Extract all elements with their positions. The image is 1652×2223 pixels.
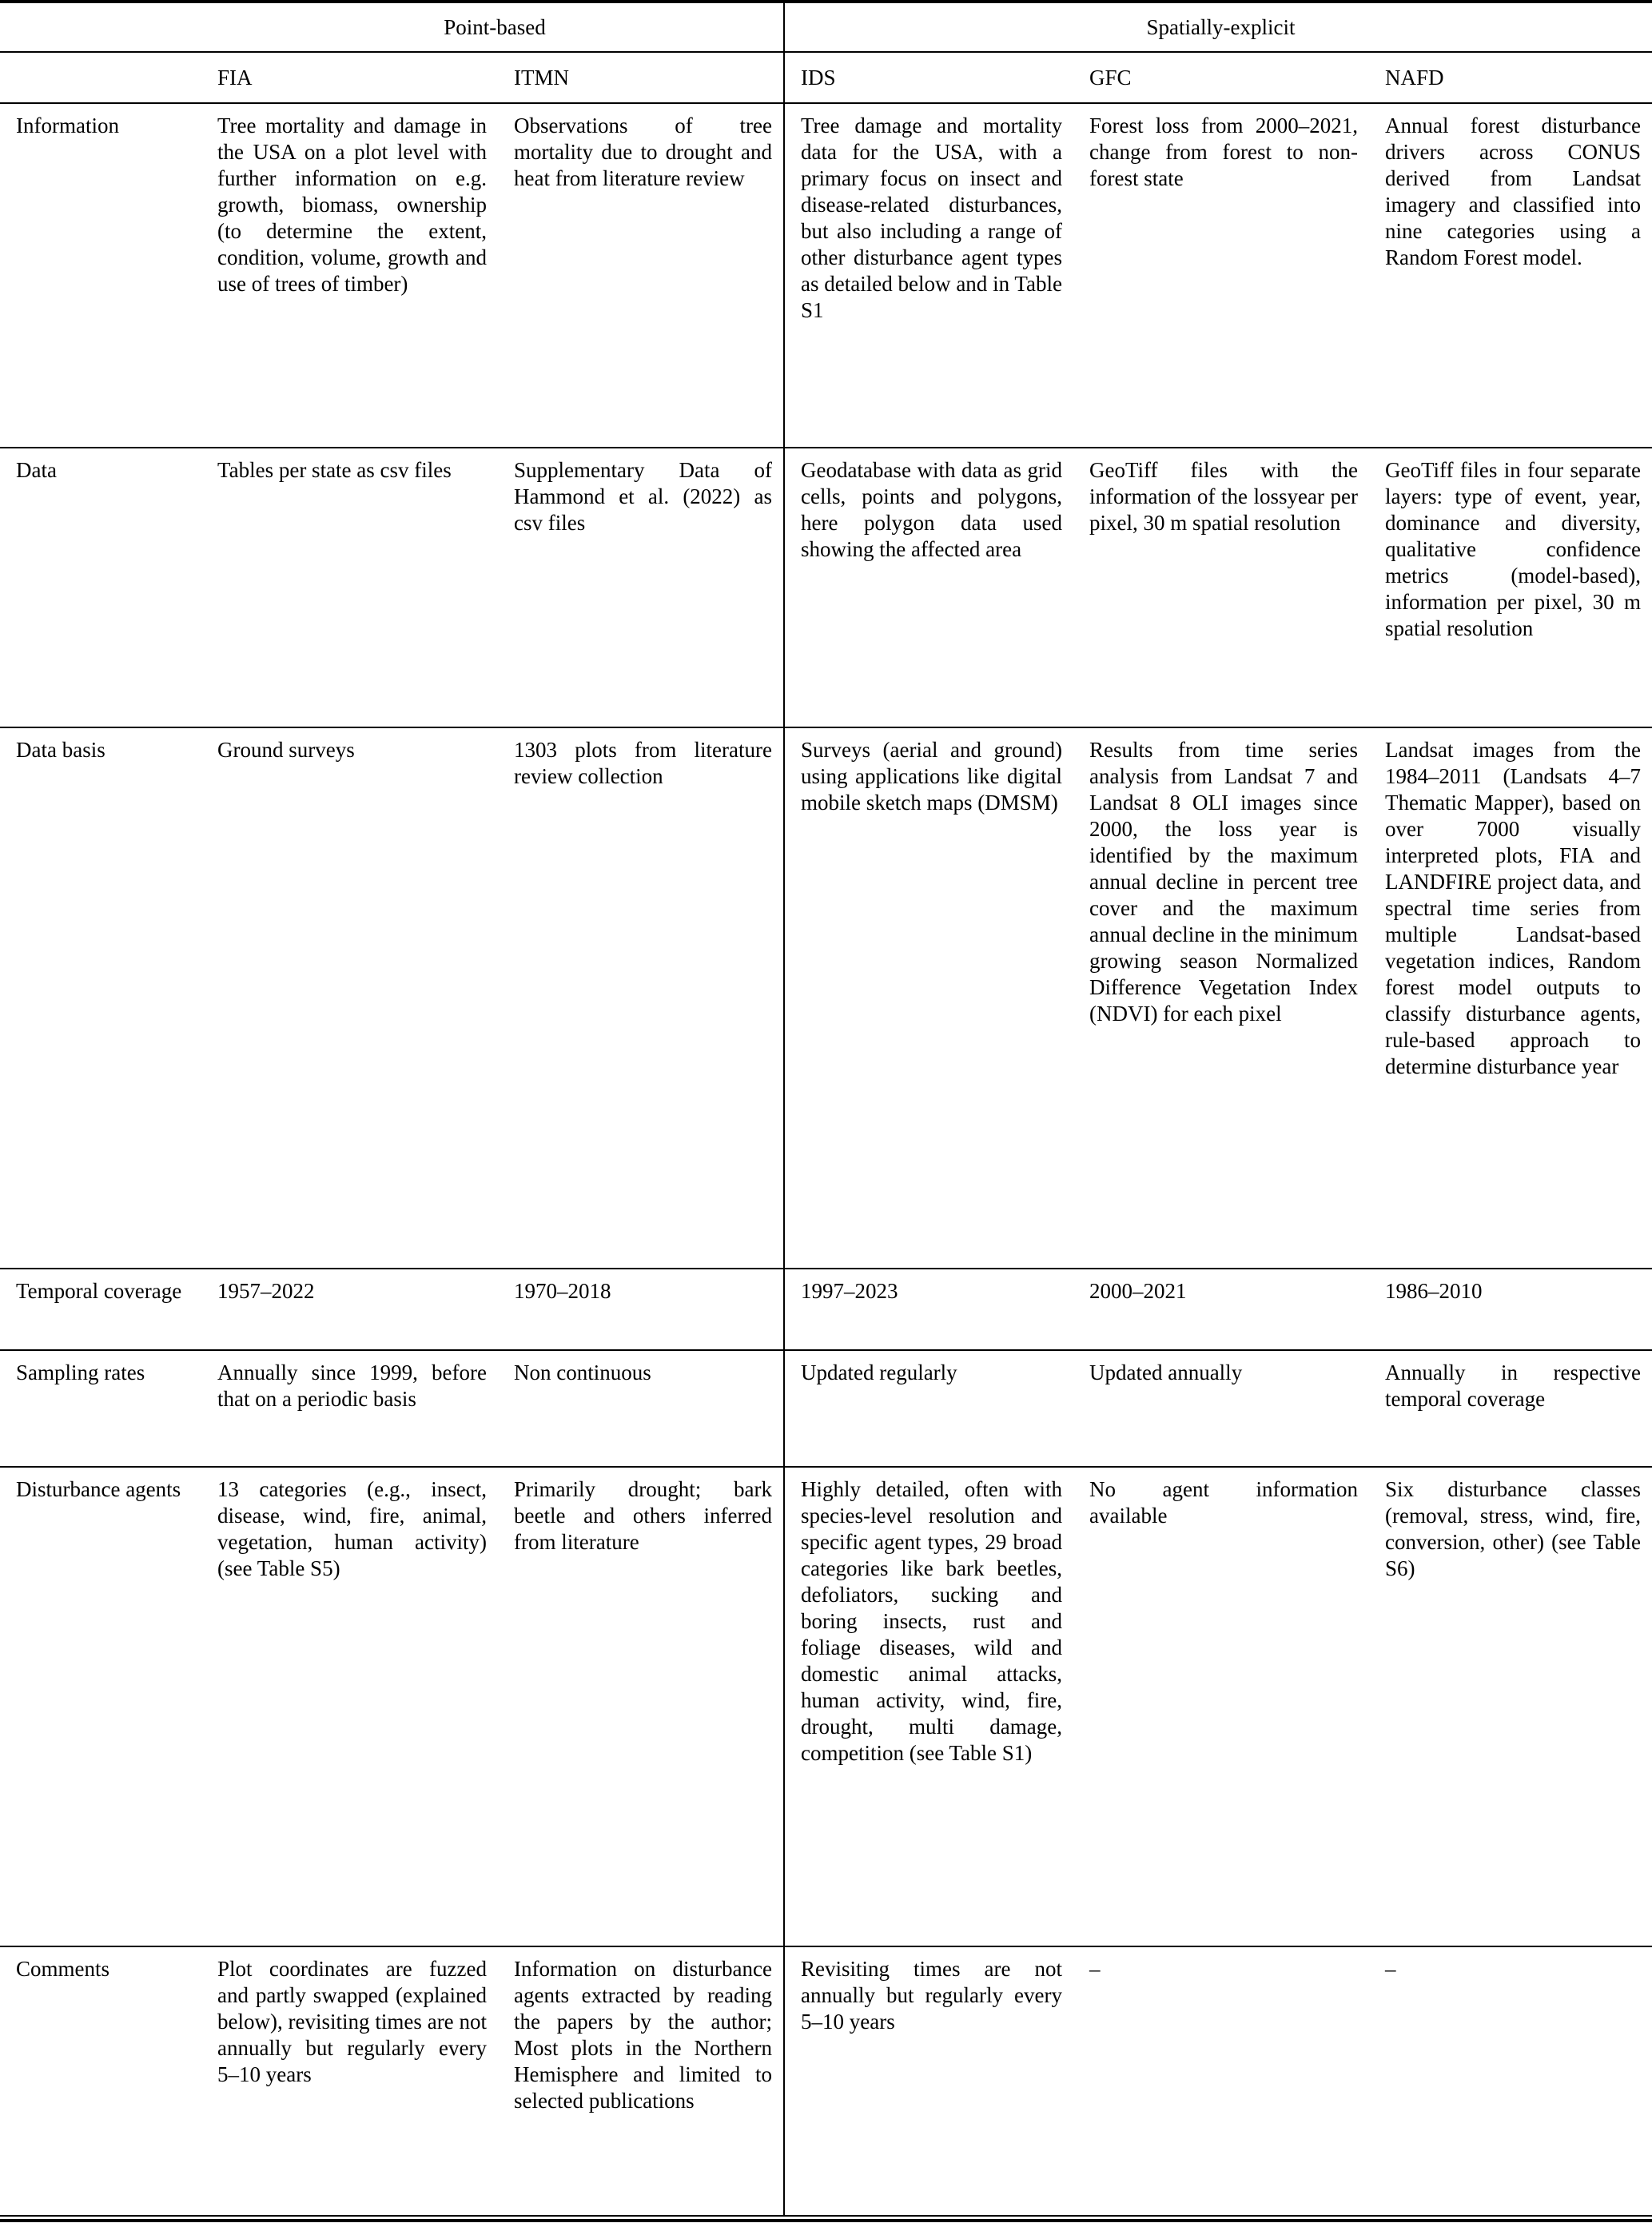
cell-temporal-coverage-itmn: 1970–2018 — [514, 1279, 611, 1303]
cell-information-itmn: Observations of tree mortality due to drought and heat from literature review — [514, 114, 772, 190]
cell-data-gfc: GeoTiff files with the information of the lossyear per pixel, 30 m spatial resolution — [1089, 458, 1358, 535]
group-header-spacer — [0, 2, 201, 52]
cell-data-ids: Geodatabase with data as grid cells, points and polygons, here polygon data used showing the affected area — [784, 448, 1073, 727]
cell-sampling-rates-nafd: Annually in respective temporal coverage — [1385, 1360, 1641, 1411]
cell-data-basis-fia: Ground surveys — [217, 738, 355, 762]
table-row-information — [0, 103, 1652, 448]
cell-data-basis-gfc: Results from time series analysis from Landsat 7 and Landsat 8 OLI images since 2000, the loss year is identified by the maximum annual decline in percent tree cover and the maximum annual decline in the minimum growing season Normalized Difference Vegetation Index (NDVI) for each pixel — [1089, 738, 1358, 1026]
cell-comments-itmn: Information on disturbance agents extracted by reading the papers by the author; Most plots in the Northern Hemisphere and limited to selected publications — [514, 1957, 772, 2113]
row-label-disturbance-agents: Disturbance agents — [16, 1477, 181, 1501]
table-row-comments — [0, 1946, 1652, 2216]
cell-data-nafd: GeoTiff files in four separate layers: type of event, year, dominance and diversity, qualitative confidence metrics (model-based), information per pixel, 30 m spatial resolution — [1385, 458, 1641, 640]
cell-disturbance-agents-gfc: No agent information available — [1089, 1477, 1358, 1528]
cell-data-fia: Tables per state as csv files — [217, 458, 452, 482]
cell-information-gfc: Forest loss from 2000–2021, change from forest to non-forest state — [1089, 114, 1358, 190]
cell-temporal-coverage-nafd: 1986–2010 — [1385, 1279, 1483, 1303]
cell-disturbance-agents-fia: 13 categories (e.g., insect, disease, wind, fire, animal, vegetation, human activity) (see Table S5) — [217, 1477, 487, 1580]
column-header-nafd: NAFD — [1385, 65, 1444, 90]
table-row-data — [0, 448, 1652, 727]
cell-information-ids: Tree damage and mortality data for the USA, with a primary focus on insect and disease-related disturbances, but also including a range of other disturbance agent types as detailed below and in Table S1 — [784, 103, 1073, 448]
row-label-sampling-rates: Sampling rates — [16, 1360, 145, 1384]
row-label-temporal-coverage: Temporal coverage — [16, 1279, 182, 1303]
column-header-spacer — [0, 52, 201, 103]
cell-data-basis-ids: Surveys (aerial and ground) using applications like digital mobile sketch maps (DMSM) — [784, 727, 1073, 1269]
table-row-data-basis — [0, 727, 1652, 1269]
cell-disturbance-agents-nafd: Six disturbance classes (removal, stress, wind, fire, conversion, other) (see Table S6) — [1385, 1477, 1641, 1580]
row-label-data: Data — [16, 458, 57, 482]
group-header-spatially-explicit: Spatially-explicit — [784, 2, 1652, 52]
cell-disturbance-agents-ids: Highly detailed, often with species-level resolution and specific agent types, 29 broad categories like bark beetles, defoliators, sucking and boring insects, rust and foliage diseases, wild and domestic animal attacks, human activity, wind, fire, drought, multi damage, competition (see Table S1) — [784, 1467, 1073, 1946]
column-header-itmn: ITMN — [514, 65, 569, 90]
table-row-disturbance-agents — [0, 1467, 1652, 1946]
cell-comments-fia: Plot coordinates are fuzzed and partly swapped (explained below), revisiting times are not annually but regularly every 5–10 years — [217, 1957, 487, 2086]
cell-sampling-rates-itmn: Non continuous — [514, 1360, 651, 1384]
table-row-temporal-coverage — [0, 1269, 1652, 1350]
cell-information-fia: Tree mortality and damage in the USA on a plot level with further information on e.g. growth, biomass, ownership (to determine the extent, condition, volume, growth and use of trees of timber) — [217, 114, 487, 296]
cell-temporal-coverage-fia: 1957–2022 — [217, 1279, 315, 1303]
cell-temporal-coverage-ids: 1997–2023 — [784, 1269, 1073, 1350]
cell-sampling-rates-gfc: Updated annually — [1089, 1360, 1243, 1384]
cell-sampling-rates-ids: Updated regularly — [784, 1350, 1073, 1467]
cell-sampling-rates-fia: Annually since 1999, before that on a periodic basis — [217, 1360, 487, 1411]
column-header-ids: IDS — [784, 52, 1073, 103]
cell-information-nafd: Annual forest disturbance drivers across CONUS derived from Landsat imagery and classified into nine categories using a Random Forest model. — [1385, 114, 1641, 269]
cell-data-basis-itmn: 1303 plots from literature review collection — [514, 738, 772, 788]
cell-data-itmn: Supplementary Data of Hammond et al. (2022) as csv files — [514, 458, 772, 535]
row-label-data-basis: Data basis — [16, 738, 105, 762]
cell-temporal-coverage-gfc: 2000–2021 — [1089, 1279, 1187, 1303]
column-header-fia: FIA — [217, 65, 253, 90]
cell-comments-nafd: – — [1385, 1957, 1396, 1981]
cell-comments-ids: Revisiting times are not annually but regularly every 5–10 years — [784, 1946, 1073, 2216]
table-row-sampling-rates — [0, 1350, 1652, 1467]
row-label-comments: Comments — [16, 1957, 110, 1981]
group-header-row — [0, 2, 1652, 52]
column-header-gfc: GFC — [1089, 65, 1132, 90]
cell-data-basis-nafd: Landsat images from the 1984–2011 (Landsats 4–7 Thematic Mapper), based on over 7000 visually interpreted plots, FIA and LANDFIRE project data, and spectral time series from multiple Landsat-based vegetation indices, Random forest model outputs to classify disturbance agents, rule-based approach to determine disturbance year — [1385, 738, 1641, 1078]
row-label-information: Information — [16, 114, 119, 137]
table-bottom-rule — [0, 2219, 1652, 2222]
cell-comments-gfc: – — [1089, 1957, 1101, 1981]
column-header-row — [0, 52, 1652, 103]
group-header-point-based: Point-based — [444, 14, 546, 39]
cell-disturbance-agents-itmn: Primarily drought; bark beetle and others inferred from literature — [514, 1477, 772, 1554]
